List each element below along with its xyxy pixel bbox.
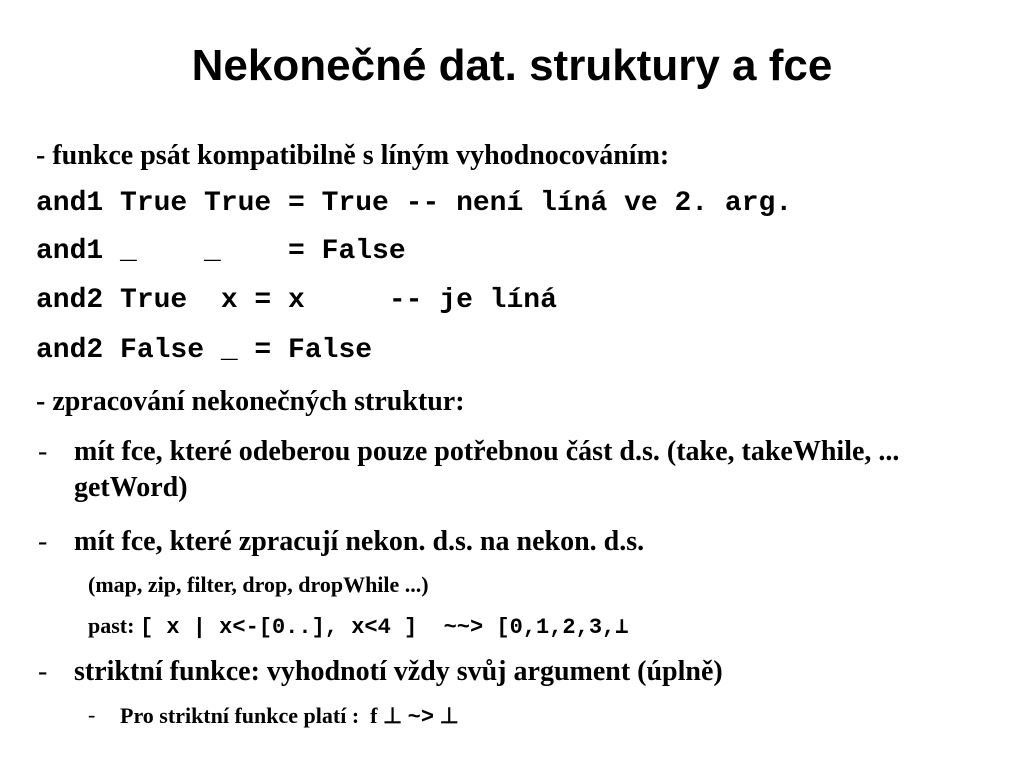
bullet-dash: - — [38, 526, 48, 557]
bullet-dash: - — [38, 656, 48, 687]
intro-infinite-structures: - zpracování nekonečných struktur: — [36, 386, 465, 417]
trap-label: past: — [88, 613, 140, 638]
sub-bullet-dash: - — [88, 702, 96, 727]
bullet-dash: - — [38, 436, 48, 467]
sub-item-trap — [88, 610, 628, 646]
sub-item-functions: (map, zip, filter, drop, dropWhile ...) — [88, 572, 429, 597]
bullet-text-2: mít fce, které zpracují nekon. d.s. na nekon. d.s. — [74, 526, 645, 557]
bullet-text-1: mít fce, které odeberou pouze potřebnou část d.s. (take, takeWhile, ... getWord) — [74, 436, 900, 503]
code-line-2: and1 _ _ = False — [36, 236, 406, 267]
strict-arrow: ~> — [407, 705, 435, 730]
strict-tail: ⊥ — [434, 703, 459, 728]
strict-label: Pro striktní funkce platí : f ⊥ — [120, 703, 408, 728]
sub-text-strict — [120, 700, 459, 736]
trap-code: [ x | x<-[0..], x<4 ] ~~> [0,1,2,3,⊥ — [139, 615, 629, 640]
intro-lazy-compat: - funkce psát kompatibilně s líným vyhodnocováním: — [36, 140, 670, 171]
code-line-4: and2 False _ = False — [36, 335, 373, 366]
code-line-1: and1 True True = True -- není líná ve 2. arg. — [36, 188, 793, 219]
bullet-text-3: striktní funkce: vyhodnotí vždy svůj argument (úplně) — [74, 656, 723, 687]
slide-title: Nekonečné dat. struktury a fce — [191, 41, 833, 90]
code-line-3: and2 True x = x -- je líná — [36, 285, 557, 316]
